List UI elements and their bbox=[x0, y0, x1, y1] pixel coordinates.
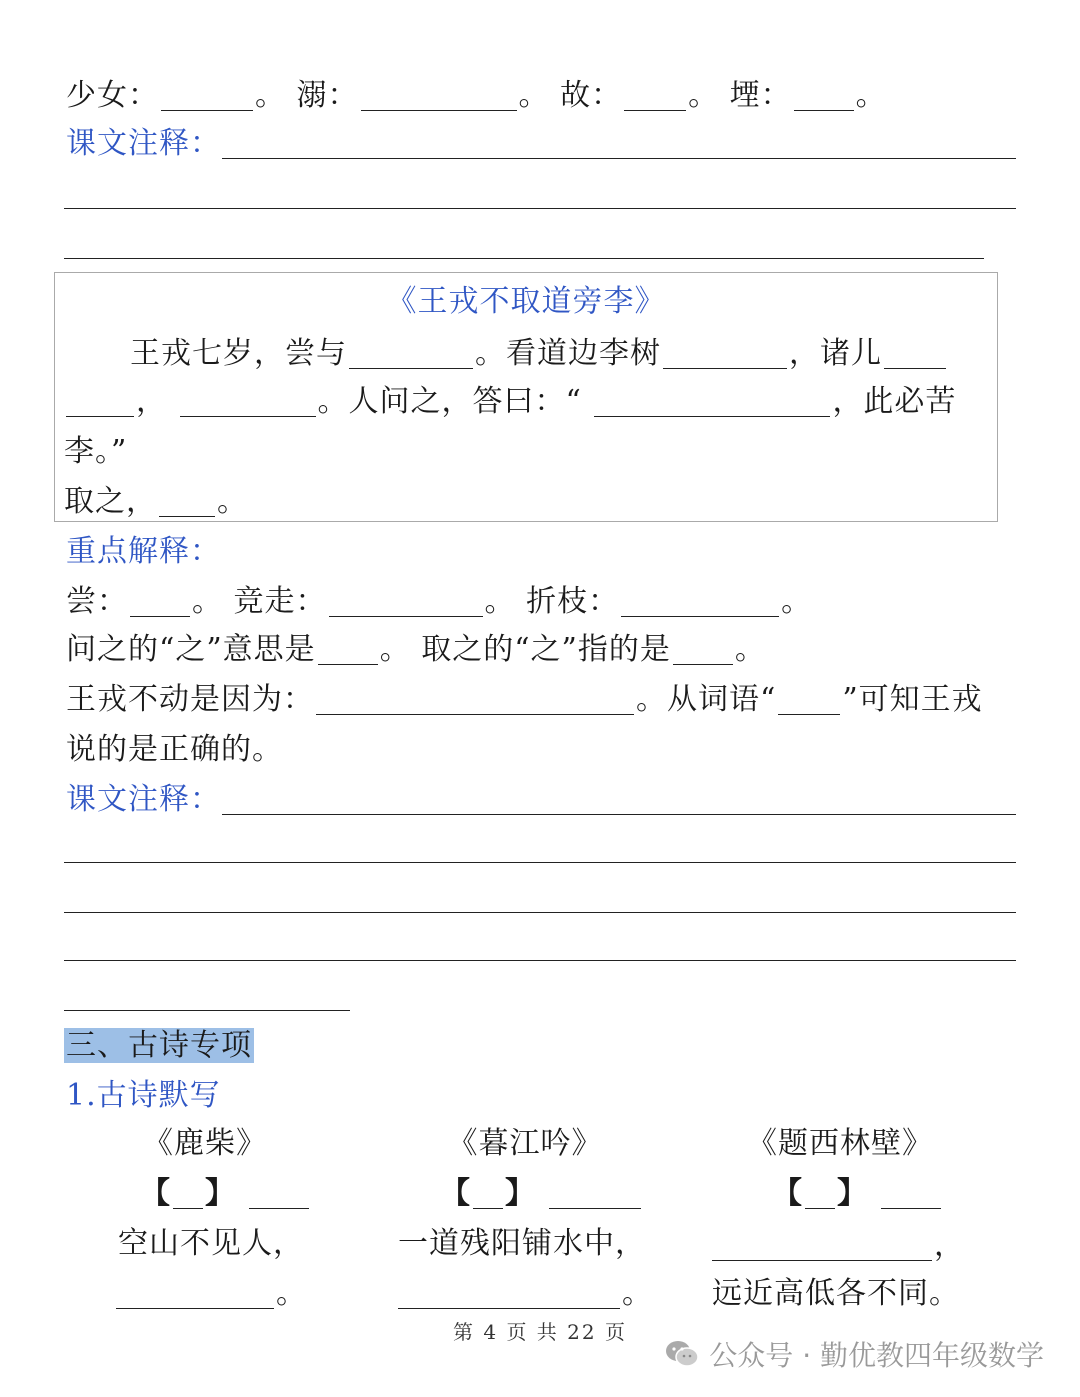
passage-line-3: 李。” bbox=[64, 434, 128, 469]
poem-line: ， bbox=[710, 1226, 965, 1266]
vocab-line-1: 少女： 。 溺： 。 故： 。 堙： 。 bbox=[66, 78, 887, 113]
answer-line[interactable] bbox=[222, 814, 1016, 815]
answer-blank[interactable] bbox=[673, 634, 733, 665]
poem-author-line: 【 】 bbox=[440, 1174, 643, 1214]
answer-blank[interactable] bbox=[884, 338, 946, 369]
passage-line-4: 取之， 。 bbox=[64, 484, 248, 519]
answer-blank[interactable] bbox=[594, 386, 830, 417]
answer-line[interactable] bbox=[64, 960, 1016, 961]
passage-title: 《王戎不取道旁李》 bbox=[386, 284, 666, 319]
passage-line-1: 王戎七岁，尝与 。看道边李树 ，诸儿 bbox=[130, 334, 948, 374]
answer-line[interactable] bbox=[64, 912, 1016, 913]
answer-blank[interactable] bbox=[778, 684, 840, 715]
answer-blank[interactable] bbox=[549, 1178, 641, 1209]
answer-blank[interactable] bbox=[318, 634, 378, 665]
note-label: 课文注释： bbox=[66, 782, 221, 817]
watermark: 公众号 · 勤优教四年级数学 bbox=[665, 1334, 1044, 1374]
key-line-1: 尝： 。 竞走： 。 折枝： 。 bbox=[66, 584, 813, 619]
answer-blank[interactable] bbox=[398, 1278, 620, 1309]
answer-blank[interactable] bbox=[116, 1278, 274, 1309]
key-line-3: 王戎不动是因为： 。从词语“ ”可知王戎 bbox=[66, 682, 983, 717]
answer-blank[interactable] bbox=[712, 1230, 932, 1261]
section-heading: 三、古诗专项 bbox=[66, 1028, 252, 1063]
answer-line[interactable] bbox=[64, 1010, 350, 1011]
poem-line: 远近高低各不同。 bbox=[712, 1276, 960, 1311]
answer-line[interactable] bbox=[64, 258, 984, 259]
sub-heading: 1.古诗默写 bbox=[66, 1078, 221, 1113]
answer-line[interactable] bbox=[64, 862, 1016, 863]
note-label: 课文注释： bbox=[66, 126, 221, 161]
answer-line[interactable] bbox=[222, 158, 1016, 159]
wechat-icon bbox=[665, 1340, 699, 1368]
answer-blank[interactable] bbox=[881, 1178, 941, 1209]
answer-blank[interactable] bbox=[66, 386, 134, 417]
answer-blank[interactable] bbox=[473, 1178, 503, 1209]
answer-blank[interactable] bbox=[161, 80, 253, 111]
poem-title: 《题西林壁》 bbox=[747, 1126, 933, 1161]
answer-blank[interactable] bbox=[621, 586, 779, 617]
answer-blank[interactable] bbox=[329, 586, 483, 617]
answer-blank[interactable] bbox=[794, 80, 854, 111]
key-line-4: 说的是正确的。 bbox=[66, 732, 283, 767]
key-label: 重点解释： bbox=[66, 534, 221, 569]
page-footer: 第 4 页 共 22 页 bbox=[453, 1320, 627, 1344]
poem-line: 。 bbox=[396, 1274, 653, 1314]
answer-blank[interactable] bbox=[624, 80, 686, 111]
answer-blank[interactable] bbox=[316, 684, 634, 715]
key-line-2: 问之的“之”意思是 。 取之的“之”指的是 。 bbox=[66, 632, 766, 667]
answer-blank[interactable] bbox=[159, 486, 215, 517]
answer-blank[interactable] bbox=[361, 80, 517, 111]
answer-blank[interactable] bbox=[349, 338, 473, 369]
poem-author-line: 【 】 bbox=[772, 1174, 943, 1214]
poem-line: 。 bbox=[114, 1274, 307, 1314]
answer-line[interactable] bbox=[64, 208, 1016, 209]
poem-author-line: 【 】 bbox=[140, 1174, 311, 1214]
answer-blank[interactable] bbox=[805, 1178, 835, 1209]
answer-blank[interactable] bbox=[249, 1178, 309, 1209]
poem-title: 《鹿柴》 bbox=[143, 1126, 267, 1161]
poem-line: 一道残阳铺水中， bbox=[398, 1226, 646, 1261]
passage-line-2: ， 。人问之，答曰：“ ，此必苦 bbox=[64, 382, 956, 422]
poem-line: 空山不见人， bbox=[118, 1226, 304, 1261]
answer-blank[interactable] bbox=[663, 338, 787, 369]
answer-blank[interactable] bbox=[180, 386, 316, 417]
poem-title: 《暮江吟》 bbox=[447, 1126, 603, 1161]
answer-blank[interactable] bbox=[173, 1178, 203, 1209]
answer-blank[interactable] bbox=[130, 586, 190, 617]
